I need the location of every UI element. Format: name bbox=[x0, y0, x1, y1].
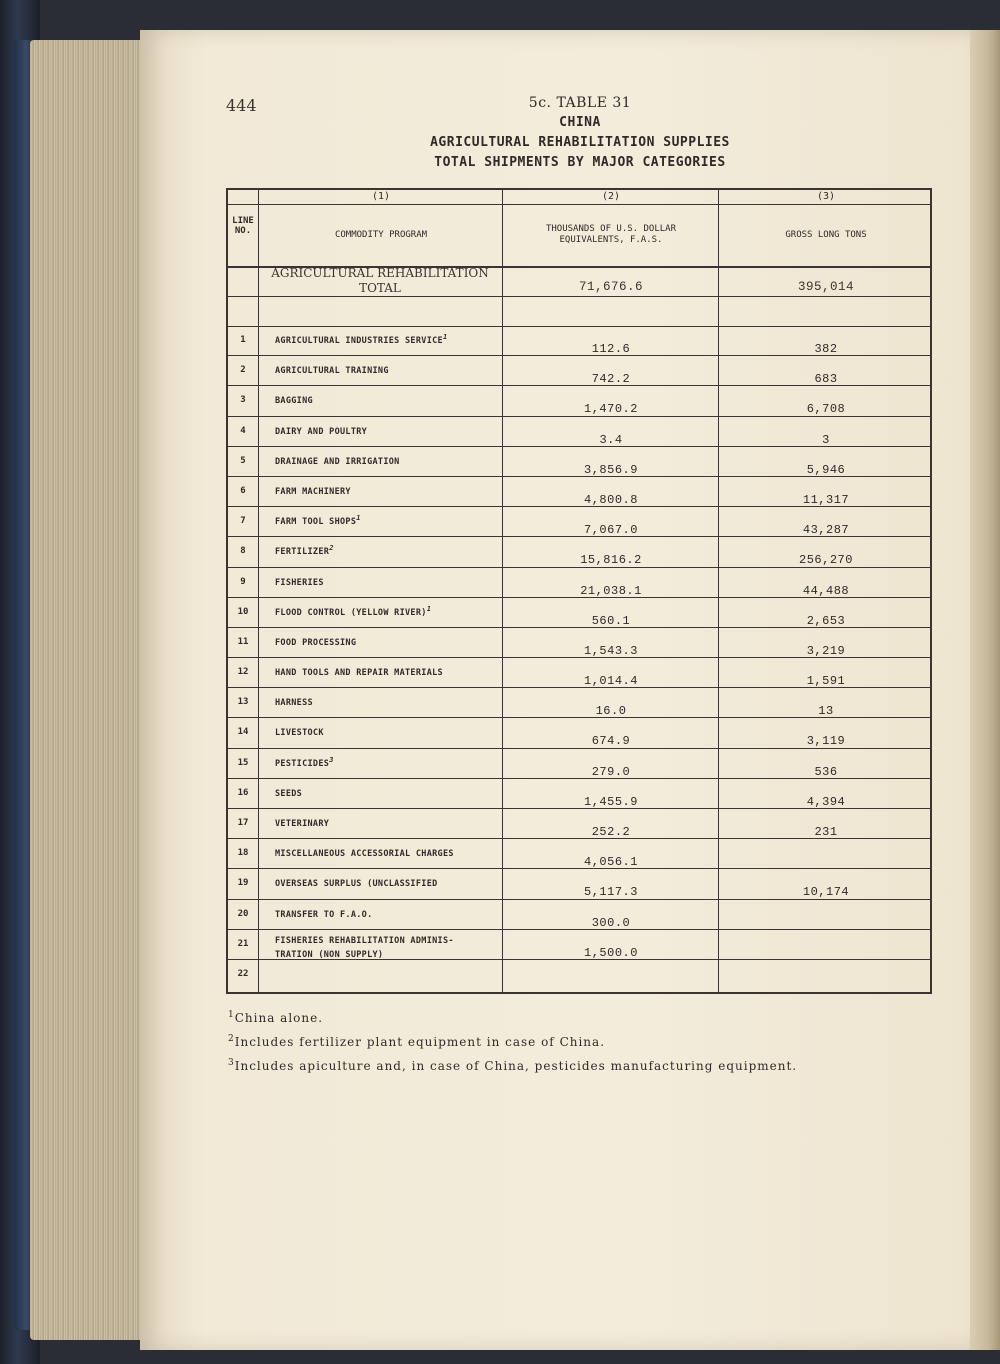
table-country: CHINA bbox=[559, 115, 601, 130]
line-number: 13 bbox=[237, 697, 249, 708]
gross-tons-value: 3,119 bbox=[806, 734, 846, 749]
line-number: 10 bbox=[237, 606, 249, 617]
table-row bbox=[228, 839, 930, 869]
footnote bbox=[228, 1051, 797, 1075]
gross-tons-value: 43,287 bbox=[802, 523, 850, 538]
gross-tons-value: 3,219 bbox=[806, 643, 846, 658]
column-number-3: (3) bbox=[816, 191, 836, 202]
commodity-program: BAGGING bbox=[275, 396, 313, 407]
footnote-mark: 3 bbox=[329, 755, 334, 764]
dollar-value: 742.2 bbox=[591, 372, 631, 387]
page-number: 444 bbox=[226, 96, 257, 115]
total-tons: 395,014 bbox=[797, 280, 854, 294]
table-row bbox=[228, 869, 930, 899]
dollar-value: 1,470.2 bbox=[584, 402, 638, 417]
footnote-mark: 3 bbox=[228, 1058, 235, 1068]
dollar-value: 15,816.2 bbox=[580, 553, 642, 568]
dollar-value: 3.4 bbox=[599, 432, 623, 447]
dollar-value: 16.0 bbox=[595, 704, 627, 719]
line-number: 5 bbox=[240, 455, 246, 466]
table-titles bbox=[380, 93, 780, 173]
table-row bbox=[228, 447, 930, 477]
commodity-program: FISHERIES bbox=[275, 577, 324, 588]
table-subject: AGRICULTURAL REHABILITATION SUPPLIES bbox=[430, 135, 730, 150]
table-row bbox=[228, 386, 930, 416]
table-row bbox=[228, 658, 930, 688]
line-number: 16 bbox=[237, 787, 249, 798]
footnote-mark: 1 bbox=[442, 333, 448, 341]
commodity-program: VETERINARY bbox=[275, 818, 330, 829]
dollar-value: 560.1 bbox=[591, 613, 631, 628]
table-row bbox=[228, 809, 930, 839]
gross-tons-value: 3 bbox=[822, 432, 830, 447]
table-row bbox=[228, 507, 930, 537]
header-commodity: COMMODITY PROGRAM bbox=[334, 230, 428, 240]
dollar-value: 112.6 bbox=[591, 342, 631, 356]
line-number: 19 bbox=[237, 878, 249, 889]
line-number: 4 bbox=[240, 425, 246, 436]
table-body bbox=[228, 326, 930, 990]
header-dollars: THOUSANDS OF U.S. DOLLAR EQUIVALENTS, F.A.S. bbox=[545, 224, 677, 245]
table-row bbox=[228, 718, 930, 748]
commodity-program: HAND TOOLS AND REPAIR MATERIALS bbox=[275, 667, 443, 678]
line-number: 18 bbox=[237, 848, 249, 859]
commodity-program: LIVESTOCK bbox=[275, 728, 324, 739]
dollar-value: 7,067.0 bbox=[584, 523, 638, 538]
dollar-value: 21,038.1 bbox=[580, 583, 642, 598]
dollar-value: 1,014.4 bbox=[584, 674, 638, 689]
gross-tons-value: 13 bbox=[818, 704, 834, 719]
gross-tons-value: 6,708 bbox=[806, 402, 846, 417]
table-label: 5c. TABLE 31 bbox=[528, 95, 632, 111]
footnote-mark: 1 bbox=[426, 604, 432, 613]
dollar-value: 1,500.0 bbox=[584, 945, 638, 960]
commodity-program: MISCELLANEOUS ACCESSORIAL CHARGES bbox=[275, 849, 454, 860]
blank-row bbox=[228, 296, 930, 327]
table-row bbox=[228, 749, 930, 779]
commodity-program: OVERSEAS SURPLUS (UNCLASSIFIED bbox=[275, 879, 438, 890]
footnotes bbox=[228, 1003, 797, 1075]
commodity-program: FARM TOOL SHOPS$^1$ bbox=[275, 514, 361, 527]
dollar-value: 3,856.9 bbox=[584, 462, 638, 477]
line-number: 15 bbox=[237, 757, 249, 768]
commodity-program: FARM MACHINERY bbox=[275, 486, 351, 497]
gross-tons-value: 683 bbox=[814, 372, 838, 387]
gross-tons-value: 536 bbox=[814, 764, 838, 779]
footnote-text: Includes fertilizer plant equipment in case of China. bbox=[234, 1035, 606, 1049]
gross-tons-value: 4,394 bbox=[806, 794, 846, 809]
gross-tons-value: 256,270 bbox=[799, 553, 853, 568]
line-number: 6 bbox=[240, 485, 246, 496]
dollar-value: 1,455.9 bbox=[584, 794, 638, 809]
commodity-program: HARNESS bbox=[275, 698, 313, 709]
footnote-mark: 2 bbox=[329, 544, 334, 553]
line-number: 8 bbox=[240, 546, 246, 557]
commodity-program: FISHERIES REHABILITATION ADMINIS- TRATION (NON SUPPLY) bbox=[275, 935, 454, 960]
header-tons: GROSS LONG TONS bbox=[785, 230, 867, 240]
footnote bbox=[228, 1003, 797, 1027]
footnote-text: China alone. bbox=[234, 1011, 324, 1025]
table-row bbox=[228, 417, 930, 447]
column-number-2: (2) bbox=[601, 191, 621, 202]
gross-tons-value: 44,488 bbox=[802, 583, 850, 598]
line-number: 3 bbox=[240, 395, 246, 406]
commodity-program: FERTILIZER$^2$ bbox=[275, 544, 334, 558]
footnote-mark: 1 bbox=[228, 1010, 235, 1020]
commodity-program: AGRICULTURAL TRAINING bbox=[275, 366, 389, 377]
table-row bbox=[228, 930, 930, 960]
total-dollars: 71,676.6 bbox=[578, 280, 643, 294]
page-stack bbox=[30, 40, 150, 1340]
line-number: 20 bbox=[237, 908, 249, 919]
line-number: 11 bbox=[237, 636, 249, 647]
gross-tons-value: 231 bbox=[814, 825, 838, 839]
dollar-value: 674.9 bbox=[591, 734, 631, 749]
commodity-program: DAIRY AND POULTRY bbox=[275, 426, 368, 437]
dollar-value: 4,800.8 bbox=[584, 492, 638, 507]
column-number-row bbox=[228, 190, 930, 205]
line-number: 17 bbox=[237, 818, 249, 828]
commodity-program: FOOD PROCESSING bbox=[275, 637, 357, 648]
table-row bbox=[228, 779, 930, 809]
line-number: 2 bbox=[240, 365, 246, 376]
line-number: 1 bbox=[240, 335, 246, 345]
commodity-program: AGRICULTURAL INDUSTRIES SERVICE$^1$ bbox=[275, 333, 448, 346]
table-row bbox=[228, 598, 930, 628]
column-number-1: (1) bbox=[371, 191, 391, 202]
table-row bbox=[228, 477, 930, 507]
line-number: 12 bbox=[237, 667, 249, 678]
table-subtitle: TOTAL SHIPMENTS BY MAJOR CATEGORIES bbox=[434, 155, 726, 170]
gross-tons-value: 382 bbox=[814, 342, 838, 356]
table-row bbox=[228, 628, 930, 658]
table-row bbox=[228, 537, 930, 567]
facing-page-edge bbox=[970, 30, 1000, 1350]
dollar-value: 5,117.3 bbox=[584, 885, 638, 900]
gross-tons-value: 2,653 bbox=[806, 613, 846, 628]
commodity-program: FLOOD CONTROL (YELLOW RIVER)$^1$ bbox=[275, 604, 432, 618]
dollar-value: 300.0 bbox=[591, 915, 631, 930]
commodity-program: PESTICIDES$^3$ bbox=[275, 755, 334, 769]
header-line-no: LINE NO. bbox=[232, 216, 254, 236]
table-row bbox=[228, 960, 930, 990]
line-number: 7 bbox=[240, 516, 246, 527]
line-number: 9 bbox=[240, 576, 246, 587]
footnote-mark: 1 bbox=[356, 514, 361, 523]
gross-tons-value: 5,946 bbox=[806, 462, 846, 477]
line-number: 14 bbox=[237, 727, 249, 738]
footnote-text: Includes apiculture and, in case of China, pesticides manufacturing equipment. bbox=[234, 1059, 798, 1073]
commodity-program: DRAINAGE AND IRRIGATION bbox=[275, 456, 400, 467]
gross-tons-value: 10,174 bbox=[802, 885, 850, 900]
table-header-row bbox=[228, 204, 930, 268]
footnote-mark: 2 bbox=[228, 1034, 235, 1044]
shipments-table bbox=[226, 188, 932, 994]
gross-tons-value: 11,317 bbox=[802, 492, 850, 507]
gross-tons-value: 1,591 bbox=[806, 674, 846, 689]
dollar-value: 279.0 bbox=[591, 764, 631, 779]
table-row bbox=[228, 326, 930, 356]
dollar-value: 1,543.3 bbox=[584, 643, 638, 658]
dollar-value: 4,056.1 bbox=[584, 855, 638, 870]
table-row bbox=[228, 568, 930, 598]
line-number: 22 bbox=[237, 968, 249, 979]
table-row bbox=[228, 688, 930, 718]
dollar-value: 252.2 bbox=[591, 825, 631, 839]
total-row bbox=[228, 266, 930, 297]
footnote bbox=[228, 1027, 797, 1051]
total-label: AGRICULTURAL REHABILITATION TOTAL bbox=[271, 266, 489, 295]
commodity-program: TRANSFER TO F.A.O. bbox=[275, 909, 373, 920]
table-row bbox=[228, 900, 930, 930]
table-row bbox=[228, 356, 930, 386]
commodity-program: SEEDS bbox=[275, 788, 303, 799]
line-number: 21 bbox=[237, 938, 249, 949]
